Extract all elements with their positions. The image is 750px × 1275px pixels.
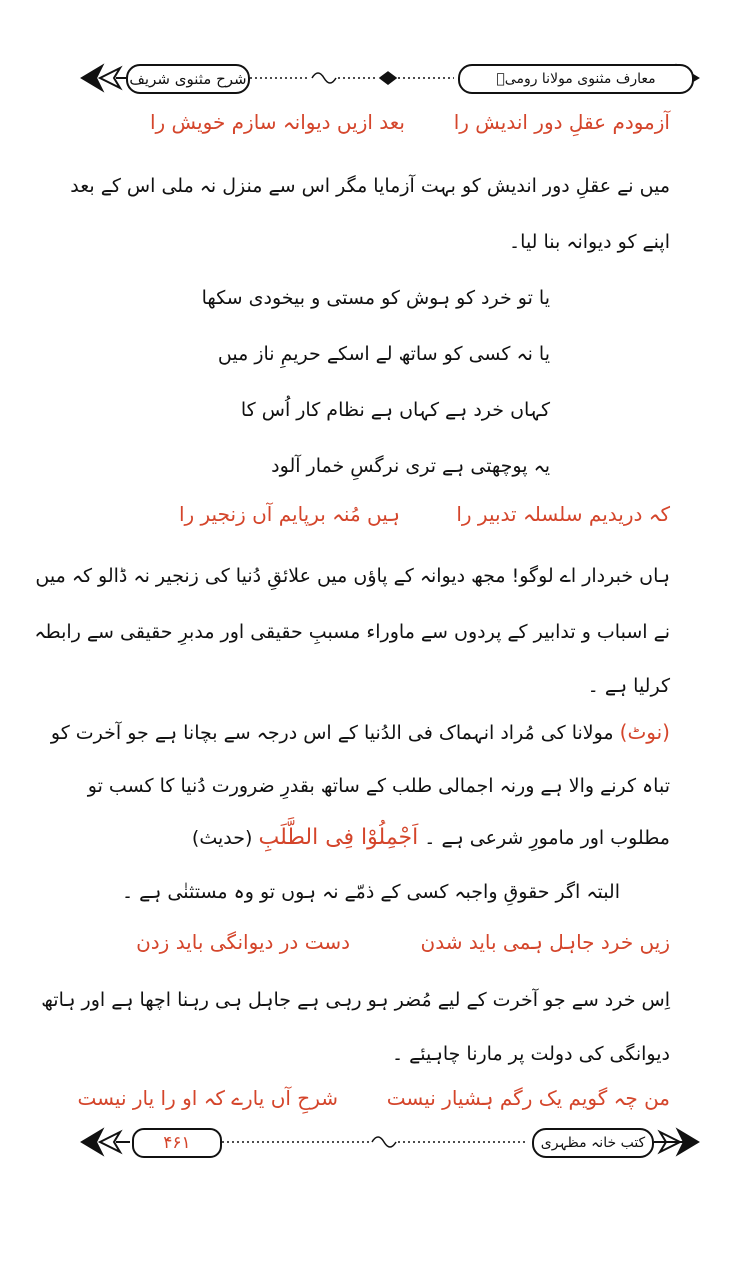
- note-line2: تباہ کرنے والا ہے ورنہ اجمالی طلب کے ساتھ بقدرِ ضرورت دُنیا کا کسب تو: [87, 775, 670, 797]
- note-text3: مطلوب اور مامورِ شرعی ہے ۔: [424, 827, 670, 849]
- para1-line1: میں نے عقلِ دور اندیش کو بہت آزمایا مگر اس سے منزل نہ ملی اس کے بعد: [70, 175, 670, 197]
- couplet4-left-hemistich: شرحِ آں یارے کہ او را یار نیست: [77, 1086, 338, 1110]
- footer-publisher: کتب خانہ مظہری: [532, 1128, 654, 1158]
- couplet1-right-hemistich: آزمودم عقلِ دور اندیش را: [453, 110, 670, 134]
- para2-line2: نے اسباب و تدابیر کے پردوں سے ماوراء مسببِ حقیقی اور مدبرِ حقیقی سے رابطہ: [34, 621, 670, 643]
- header-section-title: شرح مثنوی شریف: [126, 64, 250, 94]
- note-line4: البتہ اگر حقوقِ واجبہ کسی کے ذمّے نہ ہوں تو وہ مستثنٰی ہے ۔: [121, 881, 620, 903]
- para1-line2: اپنے کو دیوانہ بنا لیا۔: [509, 231, 670, 253]
- couplet2-left-hemistich: کہ دریدیم سلسلہ تدبیر را: [456, 502, 670, 526]
- page-footer: [80, 1122, 700, 1162]
- page-header: [80, 58, 700, 98]
- hadith-label: (حدیث): [191, 827, 253, 849]
- header-book-title: معارف مثنوی مولانا رومیؒ: [458, 64, 694, 94]
- para2-line1: ہاں خبردار اے لوگو! مجھ دیوانہ کے پاؤں میں علائقِ دُنیا کی زنجیر نہ ڈالو کہ میں: [35, 565, 670, 587]
- verse-line3: کہاں خرد ہے کہاں ہے نظام کار اُس کا: [240, 399, 550, 421]
- verse-line2: یا نہ کسی کو ساتھ لے اسکے حریمِ ناز میں: [217, 343, 550, 365]
- para2-line3: کرلیا ہے ۔: [587, 675, 670, 697]
- couplet3-right-hemistich: زیں خرد جاہل ہمی باید شدن: [420, 930, 670, 954]
- couplet3-left-hemistich: دست در دیوانگی باید زدن: [136, 930, 350, 954]
- couplet2-right-hemistich: ہیں مُنہ برپایم آں زنجیر را: [178, 502, 400, 526]
- para3-line2: دیوانگی کی دولت پر مارنا چاہیئے ۔: [391, 1043, 670, 1065]
- verse-line1: یا تو خرد کو ہوش کو مستی و بیخودی سکھا: [201, 287, 550, 309]
- note-text1: مولانا کی مُراد انہماک فی الدُنیا کے اس درجہ سے بچانا ہے جو آخرت کو: [50, 722, 614, 744]
- page-number: ۴۶۱: [132, 1128, 222, 1158]
- note-label: (نوٹ): [619, 720, 670, 744]
- hadith-arabic: اَجْمِلُوْا فِی الطَّلَبِ: [258, 825, 419, 850]
- couplet1-left-hemistich: بعد ازیں دیوانہ سازم خویش را: [149, 110, 405, 134]
- note-line3: [192, 824, 670, 854]
- note-line1: [51, 718, 670, 748]
- verse-line4: یہ پوچھتی ہے تری نرگسِ خمار آلود: [271, 455, 550, 477]
- couplet4-right-hemistich: من چہ گویم یک رگم ہشیار نیست: [386, 1086, 670, 1110]
- para3-line1: اِس خرد سے جو آخرت کے لیے مُضر ہو رہی ہے جاہل ہی رہنا اچھا ہے اور ہاتھ: [41, 989, 670, 1011]
